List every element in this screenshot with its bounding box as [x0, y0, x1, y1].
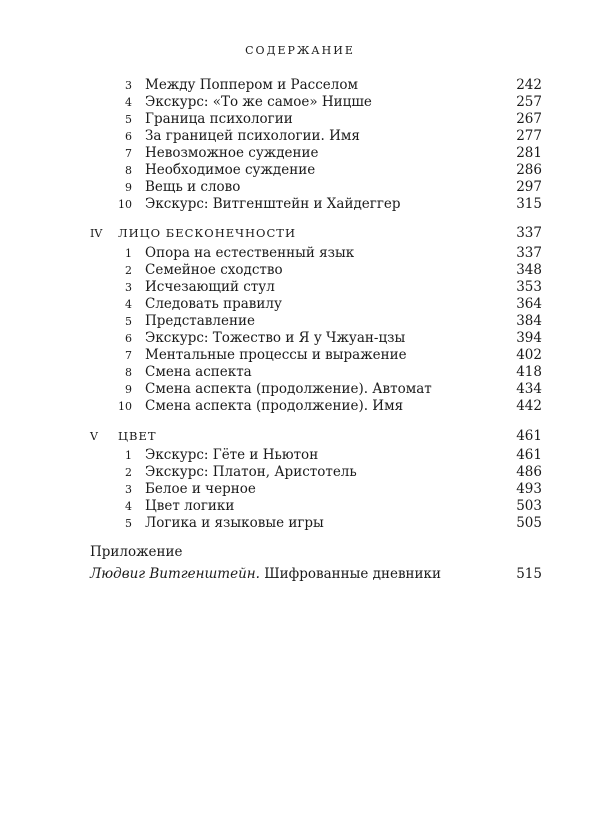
page-number: 434	[516, 381, 542, 397]
page-number: 315	[516, 196, 542, 212]
page-number: 348	[516, 262, 542, 278]
chapter-title: Экскурс: «То же самое» Ницше	[145, 94, 372, 110]
page-number: 281	[516, 145, 542, 161]
chapter-number: 1	[125, 449, 132, 462]
page-number: 242	[516, 77, 542, 93]
chapter-number: 5	[125, 113, 132, 126]
chapter-title: Необходимое суждение	[145, 162, 316, 178]
appendix-work-title: Шифрованные дневники	[264, 566, 441, 582]
toc-entry[interactable]	[0, 364, 600, 381]
chapter-title: Цвет логики	[145, 498, 235, 514]
toc-entry[interactable]	[0, 162, 600, 179]
appendix-label: Приложение	[90, 544, 183, 560]
toc-entry[interactable]	[0, 347, 600, 364]
toc-entry[interactable]	[0, 111, 600, 128]
chapter-number: 5	[125, 517, 132, 530]
toc-entry[interactable]	[0, 313, 600, 330]
chapter-title: Ментальные процессы и выражение	[145, 347, 407, 363]
toc-entry[interactable]	[0, 464, 600, 481]
chapter-title: Экскурс: Тожество и Я у Чжуан-цзы	[145, 330, 406, 346]
chapter-title: Невозможное суждение	[145, 145, 319, 161]
page-number: 364	[516, 296, 542, 312]
toc-entry[interactable]	[0, 381, 600, 398]
page-number: 297	[516, 179, 542, 195]
chapter-number: 4	[125, 96, 132, 109]
chapter-number: 8	[125, 366, 132, 379]
chapter-number: 6	[125, 130, 132, 143]
page-title: СОДЕРЖАНИЕ	[245, 44, 355, 57]
chapter-title: Опора на естественный язык	[145, 245, 355, 261]
chapter-title: Экскурс: Гёте и Ньютон	[145, 447, 319, 463]
page-number: 418	[516, 364, 542, 380]
toc-entry[interactable]	[0, 498, 600, 515]
chapter-number: 9	[125, 181, 132, 194]
chapter-title: Логика и языковые игры	[145, 515, 324, 531]
toc-entry[interactable]	[0, 398, 600, 415]
page-number: 402	[516, 347, 542, 363]
chapter-number: 5	[125, 315, 132, 328]
page-number: 384	[516, 313, 542, 329]
chapter-number: 2	[125, 264, 132, 277]
toc-entry[interactable]	[0, 279, 600, 296]
toc-entry[interactable]	[0, 296, 600, 313]
chapter-number: 8	[125, 164, 132, 177]
appendix-entry[interactable]	[0, 566, 600, 583]
page-number: 277	[516, 128, 542, 144]
page-number: 461	[516, 428, 542, 444]
chapter-number: 1	[125, 247, 132, 260]
page-number: 515	[516, 566, 542, 582]
toc-entry[interactable]	[0, 94, 600, 111]
page-number: 503	[516, 498, 542, 514]
chapter-title: Смена аспекта	[145, 364, 252, 380]
page-number: 493	[516, 481, 542, 497]
page-number: 442	[516, 398, 542, 414]
chapter-title: Смена аспекта (продолжение). Имя	[145, 398, 404, 414]
chapter-number: 9	[125, 383, 132, 396]
page-number: 267	[516, 111, 542, 127]
chapter-title: Экскурс: Витгенштейн и Хайдеггер	[145, 196, 401, 212]
page-number: 505	[516, 515, 542, 531]
part-title: ЦВЕТ	[118, 429, 157, 443]
toc-entry[interactable]	[0, 77, 600, 94]
page-number: 461	[516, 447, 542, 463]
chapter-number: 4	[125, 500, 132, 513]
part-number: IV	[90, 227, 103, 240]
toc-entry[interactable]	[0, 196, 600, 213]
page-number: 337	[516, 225, 542, 241]
chapter-number: 3	[125, 281, 132, 294]
chapter-number: 2	[125, 466, 132, 479]
toc-entry[interactable]	[0, 330, 600, 347]
toc-entry[interactable]	[0, 447, 600, 464]
toc-entry[interactable]	[0, 245, 600, 262]
chapter-number: 3	[125, 79, 132, 92]
chapter-number: 7	[125, 147, 132, 160]
page-number: 257	[516, 94, 542, 110]
toc-entry[interactable]	[0, 262, 600, 279]
part-number: V	[90, 430, 98, 443]
chapter-title: Вещь и слово	[145, 179, 241, 195]
chapter-number: 4	[125, 298, 132, 311]
page-number: 394	[516, 330, 542, 346]
toc-entry[interactable]	[0, 145, 600, 162]
part-heading-iv[interactable]	[0, 225, 600, 242]
page-number: 353	[516, 279, 542, 295]
toc-entry[interactable]	[0, 179, 600, 196]
chapter-title: Граница психологии	[145, 111, 293, 127]
chapter-number: 3	[125, 483, 132, 496]
page-number: 486	[516, 464, 542, 480]
chapter-number: 6	[125, 332, 132, 345]
chapter-title: За границей психологии. Имя	[145, 128, 360, 144]
appendix-heading	[0, 544, 600, 561]
chapter-title: Экскурс: Платон, Аристотель	[145, 464, 357, 480]
part-title: ЛИЦО БЕСКОНЕЧНОСТИ	[118, 226, 296, 240]
toc-entry[interactable]	[0, 515, 600, 532]
toc-entry[interactable]	[0, 481, 600, 498]
appendix-title	[90, 566, 441, 583]
chapter-title: Смена аспекта (продолжение). Автомат	[145, 381, 432, 397]
chapter-number: 10	[118, 198, 132, 211]
page-number: 337	[516, 245, 542, 261]
chapter-title: Представление	[145, 313, 255, 329]
toc-entry[interactable]	[0, 128, 600, 145]
page-number: 286	[516, 162, 542, 178]
chapter-title: Следовать правилу	[145, 296, 282, 312]
chapter-title: Исчезающий стул	[145, 279, 275, 295]
chapter-title: Белое и черное	[145, 481, 256, 497]
chapter-number: 7	[125, 349, 132, 362]
chapter-number: 10	[118, 400, 132, 413]
appendix-author: Людвиг Витгенштейн.	[90, 566, 260, 582]
part-heading-v[interactable]	[0, 428, 600, 445]
chapter-title: Семейное сходство	[145, 262, 283, 278]
chapter-title: Между Поппером и Расселом	[145, 77, 358, 93]
